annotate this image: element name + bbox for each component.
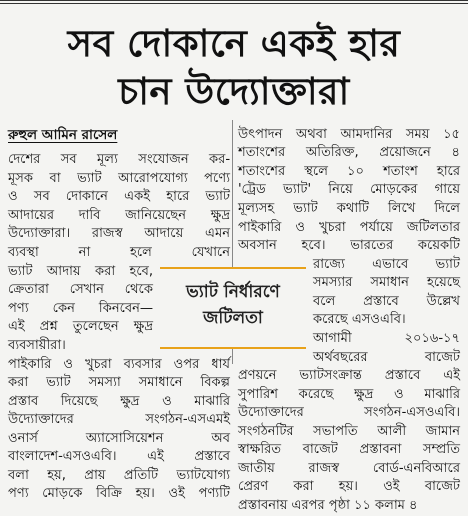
- right-line: সমস্যার সমাধান হয়েছে: [313, 275, 460, 290]
- right-line: জাতীয় রাজস্ব বোর্ড-এনবিআরে: [238, 461, 460, 476]
- left-line: ভ্যাট আদায় করা হবে,: [8, 264, 153, 279]
- left-line: পাইকারি ও খুচরা ব্যবসার ওপর ধার্য: [8, 357, 230, 372]
- right-line: আগামী ২০১৬-১৭: [313, 331, 460, 346]
- right-line: উৎপাদন অথবা আমদানির সময় ১৫: [238, 127, 460, 142]
- left-line: ও সব দোকানে একই হারে ভ্যাট: [8, 189, 230, 204]
- right-line: প্রণয়নে ভ্যাটসংক্রান্ত প্রস্তাবে এই: [238, 368, 460, 383]
- right-line: রাজ্যে এভাবে ভ্যাট: [313, 257, 460, 272]
- left-line: প্রস্তাব দিয়েছে ক্ষুদ্র ও মাঝারি: [8, 394, 230, 409]
- headline-line-2: চান উদ্যোক্তারা: [118, 70, 350, 113]
- left-line: পণ্য মোড়কে বিক্রি হয়। ওই পণ্যটি: [8, 486, 230, 501]
- top-border-rule: [0, 0, 468, 5]
- right-line: প্রেরণ করা হয়। ওই বাজেট: [238, 479, 460, 494]
- left-line: উদ্যোক্তাদের সংগঠন-এসএমই: [8, 412, 230, 427]
- left-line: দেশের সব মূল্য সংযোজন কর-: [8, 152, 230, 167]
- right-line: অর্থবছরের বাজেট: [313, 350, 460, 365]
- right-line: বলে প্রস্তাবে উল্লেখ: [313, 294, 460, 309]
- right-line: 'ট্রেড ভ্যাট' নিয়ে মোড়কের গায়ে: [238, 182, 460, 197]
- right-line: সুপারিশ করেছে ক্ষুদ্র ও মাঝারি: [238, 387, 460, 402]
- left-line: বলা হয়, প্রায় প্রতিটি ভ্যাটযোগ্য: [8, 468, 230, 483]
- left-line: বাংলাদেশ-এসওএবি। এই প্রস্তাবে: [8, 449, 230, 464]
- left-line: ব্যবস্থা না হলে যেখানে: [8, 245, 230, 260]
- left-line: আদায়ের দাবি জানিয়েছেন ক্ষুদ্র: [8, 208, 230, 223]
- left-line: ক্রেতারা সেখান থেকে: [8, 282, 153, 297]
- pull-quote-line-1: ভ্যাট নির্ধারণে: [186, 282, 280, 302]
- right-line: মূল্যসহ ভ্যাট কথাটি লিখে দিলে: [238, 201, 460, 216]
- left-line: মূসক বা ভ্যাট আরোপযোগ্য পণ্যে: [8, 171, 230, 186]
- byline: রুহুল আমিন রাসেল: [8, 127, 118, 143]
- pull-quote: [160, 267, 306, 349]
- left-line: এই প্রশ্ন তুলেছেন ক্ষুদ্র: [8, 319, 153, 334]
- left-line: পণ্য কেন কিনবেন—: [8, 301, 153, 316]
- left-line: উদ্যোক্তারা। রাজস্ব আদায়ে এমন: [8, 226, 230, 241]
- pull-quote-line-2: জটিলতা: [203, 308, 263, 328]
- right-line-continuation: প্রস্তাবনায় এরপর পৃষ্ঠা ১১ কলাম ৪: [238, 498, 418, 513]
- headline-line-1: সব দোকানে একই হার: [67, 22, 401, 65]
- left-line: ব্যবসায়ীরা।: [8, 338, 66, 353]
- right-line: করেছে এসওএবি।: [313, 312, 406, 327]
- right-line: সংগঠনটির সভাপতি আলী জামান: [238, 424, 460, 439]
- right-line: শতাংশের অতিরিক্ত, প্রয়োজনে ৪: [238, 145, 460, 160]
- right-line: স্বাক্ষরিত বাজেট প্রস্তাবনা সম্প্রতি: [238, 442, 460, 457]
- left-line: করা ভ্যাট সমস্যা সমাধানে বিকল্প: [8, 375, 230, 390]
- right-line: শতাংশের স্থলে ১০ শতাংশ হারে: [238, 164, 460, 179]
- right-line: অবসান হবে। ভারতের কয়েকটি: [238, 238, 460, 253]
- right-line: উদ্যোক্তাদের সংগঠন-এসওএবি।: [238, 405, 460, 420]
- left-line: ওনার্স অ্যাসোসিয়েশন অব: [8, 431, 230, 446]
- right-line: পাইকারি ও খুচরা পর্যায়ে জটিলতার: [238, 220, 460, 235]
